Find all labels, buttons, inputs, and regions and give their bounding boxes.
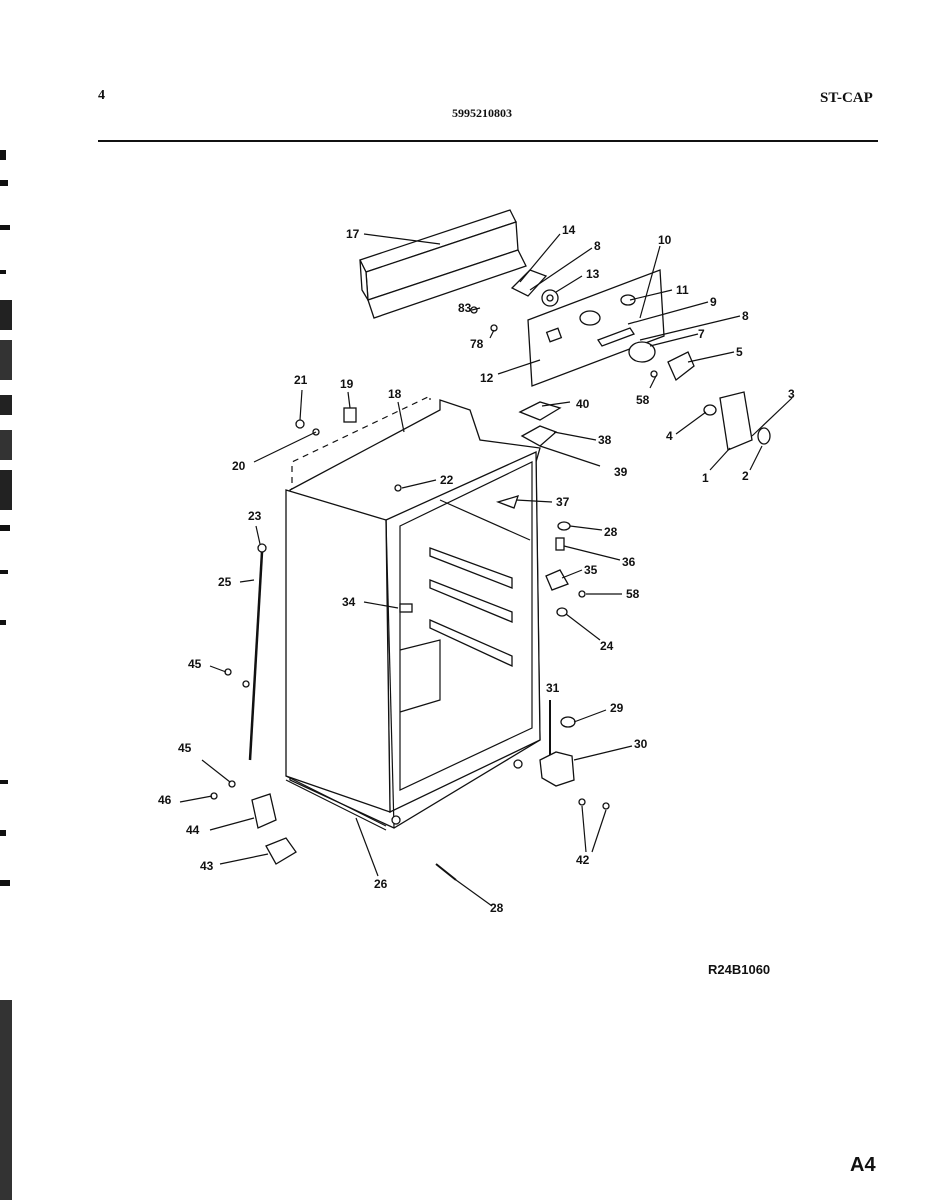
callout-label: 4 — [666, 429, 673, 443]
callout-label: 22 — [440, 473, 454, 487]
callout-label: 37 — [556, 495, 570, 509]
callout-label: 29 — [610, 701, 624, 715]
callout-label: 46 — [158, 793, 172, 807]
callout-label: 10 — [658, 233, 672, 247]
callout-label: 8 — [594, 239, 601, 253]
page-reference: A4 — [850, 1154, 876, 1176]
callout-label: 40 — [576, 397, 590, 411]
callout-label: 78 — [470, 337, 484, 351]
callout-label: 30 — [634, 737, 648, 751]
callout-label: 39 — [614, 465, 628, 479]
callout-label: 25 — [218, 575, 232, 589]
callout-label: 38 — [598, 433, 612, 447]
callout-label: 7 — [698, 327, 705, 341]
callout-label: 8 — [742, 309, 749, 323]
callout-label: 45 — [178, 741, 192, 755]
callout-label: 24 — [600, 639, 614, 653]
callout-label: 2 — [742, 469, 749, 483]
callout-label: 5 — [736, 345, 743, 359]
model-code: ST-CAP — [820, 90, 873, 106]
callout-label: 23 — [248, 509, 262, 523]
part-cabinet — [286, 396, 540, 830]
part-top-rail — [360, 210, 526, 318]
part-light-housing — [720, 392, 752, 450]
page-number: 4 — [98, 88, 105, 103]
callout-label: 43 — [200, 859, 214, 873]
callout-label: 13 — [586, 267, 600, 281]
callout-label: 1 — [702, 471, 709, 485]
callout-label: 28 — [490, 901, 504, 915]
callout-label: 31 — [546, 681, 560, 695]
callout-label: 28 — [604, 525, 618, 539]
callout-label: 34 — [342, 595, 356, 609]
callout-label: 14 — [562, 223, 576, 237]
callout-label: 58 — [636, 393, 650, 407]
callout-label: 58 — [626, 587, 640, 601]
callout-label: 26 — [374, 877, 388, 891]
callout-label: 20 — [232, 459, 246, 473]
part-number: 5995210803 — [452, 106, 512, 120]
part-thermostat — [629, 342, 655, 362]
callout-label: 35 — [584, 563, 598, 577]
callout-label: 9 — [710, 295, 717, 309]
callout-label: 11 — [676, 283, 689, 297]
callout-label: 45 — [188, 657, 202, 671]
callout-label: 3 — [788, 387, 795, 401]
callout-label: 17 — [346, 227, 360, 241]
callout-label: 12 — [480, 371, 494, 385]
callout-label: 42 — [576, 853, 590, 867]
callout-label: 18 — [388, 387, 402, 401]
drawing-reference: R24B1060 — [708, 962, 771, 977]
callout-label: 21 — [294, 373, 308, 387]
callout-label: 44 — [186, 823, 200, 837]
callout-label: 83 — [458, 301, 472, 315]
part-control-panel — [528, 270, 664, 386]
callout-label: 36 — [622, 555, 636, 569]
callout-label: 19 — [340, 377, 354, 391]
